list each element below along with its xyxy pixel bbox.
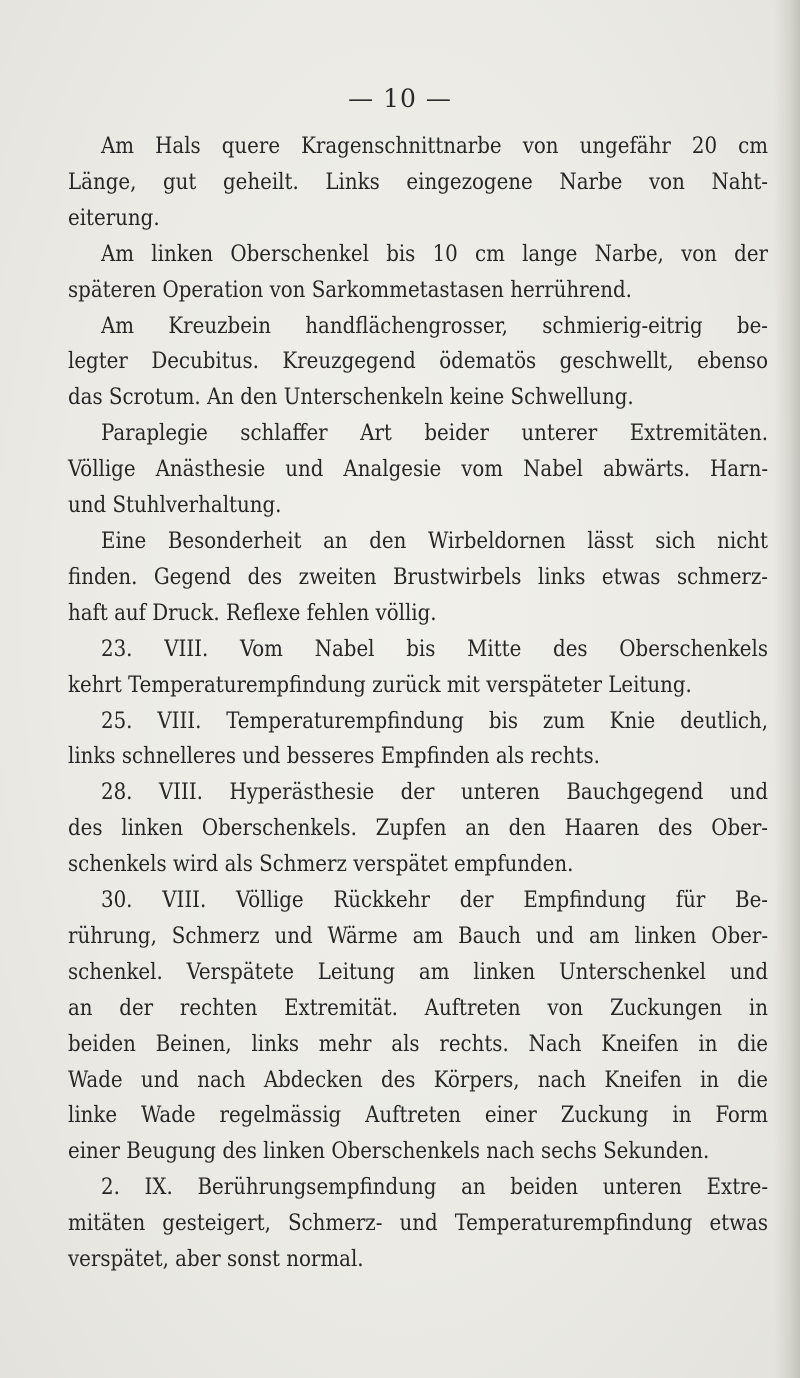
paragraph	[68, 1170, 768, 1278]
text-line: späteren Operation von Sarkommetastasen herrührend.	[68, 277, 632, 303]
text-line: einer Beugung des linken Oberschenkels nach sechs Sekunden.	[68, 1139, 710, 1165]
paragraph	[68, 416, 768, 524]
text-line: 23. VIII. Vom Nabel bis Mitte des Oberschenkels	[101, 636, 768, 662]
paragraph	[68, 129, 768, 237]
paragraph	[68, 704, 768, 776]
text-line: schenkel. Verspätete Leitung am linken Unterschenkel und	[68, 959, 768, 985]
text-line: an der rechten Extremität. Auftreten von Zuckungen in	[68, 995, 768, 1021]
text-line: finden. Gegend des zweiten Brustwirbels links etwas schmerz-	[68, 564, 768, 590]
paragraph	[68, 775, 768, 883]
body-text	[68, 129, 768, 1278]
text-line: Völlige Anästhesie und Analgesie vom Nabel abwärts. Harn-	[68, 457, 768, 483]
text-line: schenkels wird als Schmerz verspätet empfunden.	[68, 852, 574, 878]
text-line: rührung, Schmerz und Wärme am Bauch und am linken Ober-	[68, 923, 768, 949]
paragraph	[68, 237, 768, 309]
text-line: kehrt Temperaturempfindung zurück mit verspäteter Leitung.	[68, 672, 692, 698]
text-line: und Stuhlverhaltung.	[68, 493, 282, 519]
text-line: 30. VIII. Völlige Rückkehr der Empfindung für Be-	[101, 888, 768, 914]
text-line: des linken Oberschenkels. Zupfen an den Haaren des Ober-	[68, 816, 768, 842]
text-line: Eine Besonderheit an den Wirbeldornen lässt sich nicht	[101, 528, 768, 554]
text-line: Wade und nach Abdecken des Körpers, nach Kneifen in die	[68, 1067, 768, 1093]
text-line: 2. IX. Berührungsempfindung an beiden unteren Extre-	[101, 1175, 768, 1201]
text-line: haft auf Druck. Reflexe fehlen völlig.	[68, 600, 437, 626]
text-line: legter Decubitus. Kreuzgegend ödematös geschwellt, ebenso	[68, 349, 768, 375]
paragraph	[68, 632, 768, 704]
text-line: das Scrotum. An den Unterschenkeln keine Schwellung.	[68, 385, 634, 411]
text-line: links schnelleres und besseres Empfinden als rechts.	[68, 744, 600, 770]
paragraph	[68, 309, 768, 417]
text-line: 28. VIII. Hyperästhesie der unteren Bauchgegend und	[101, 780, 768, 806]
page-number: — 10 —	[348, 84, 452, 113]
text-line: linke Wade regelmässig Auftreten einer Zuckung in Form	[68, 1103, 768, 1129]
page-edge-shadow	[774, 0, 800, 1378]
paragraph	[68, 524, 768, 632]
text-line: Am Kreuzbein handflächengrosser, schmierig-eitrig be-	[101, 313, 768, 339]
text-line: verspätet, aber sonst normal.	[68, 1247, 364, 1273]
text-line: Am linken Oberschenkel bis 10 cm lange Narbe, von der	[101, 241, 768, 267]
paragraph	[68, 883, 768, 1170]
text-line: Am Hals quere Kragenschnittnarbe von ungefähr 20 cm	[101, 134, 768, 159]
text-line: mitäten gesteigert, Schmerz- und Temperaturempfindung etwas	[68, 1211, 768, 1237]
text-line: beiden Beinen, links mehr als rechts. Nach Kneifen in die	[68, 1031, 768, 1057]
text-line: Paraplegie schlaffer Art beider unterer Extremitäten.	[101, 421, 768, 447]
text-line: eiterung.	[68, 205, 160, 231]
text-line: Länge, gut geheilt. Links eingezogene Narbe von Naht-	[68, 169, 768, 195]
text-line: 25. VIII. Temperaturempfindung bis zum Knie deutlich,	[101, 708, 768, 734]
